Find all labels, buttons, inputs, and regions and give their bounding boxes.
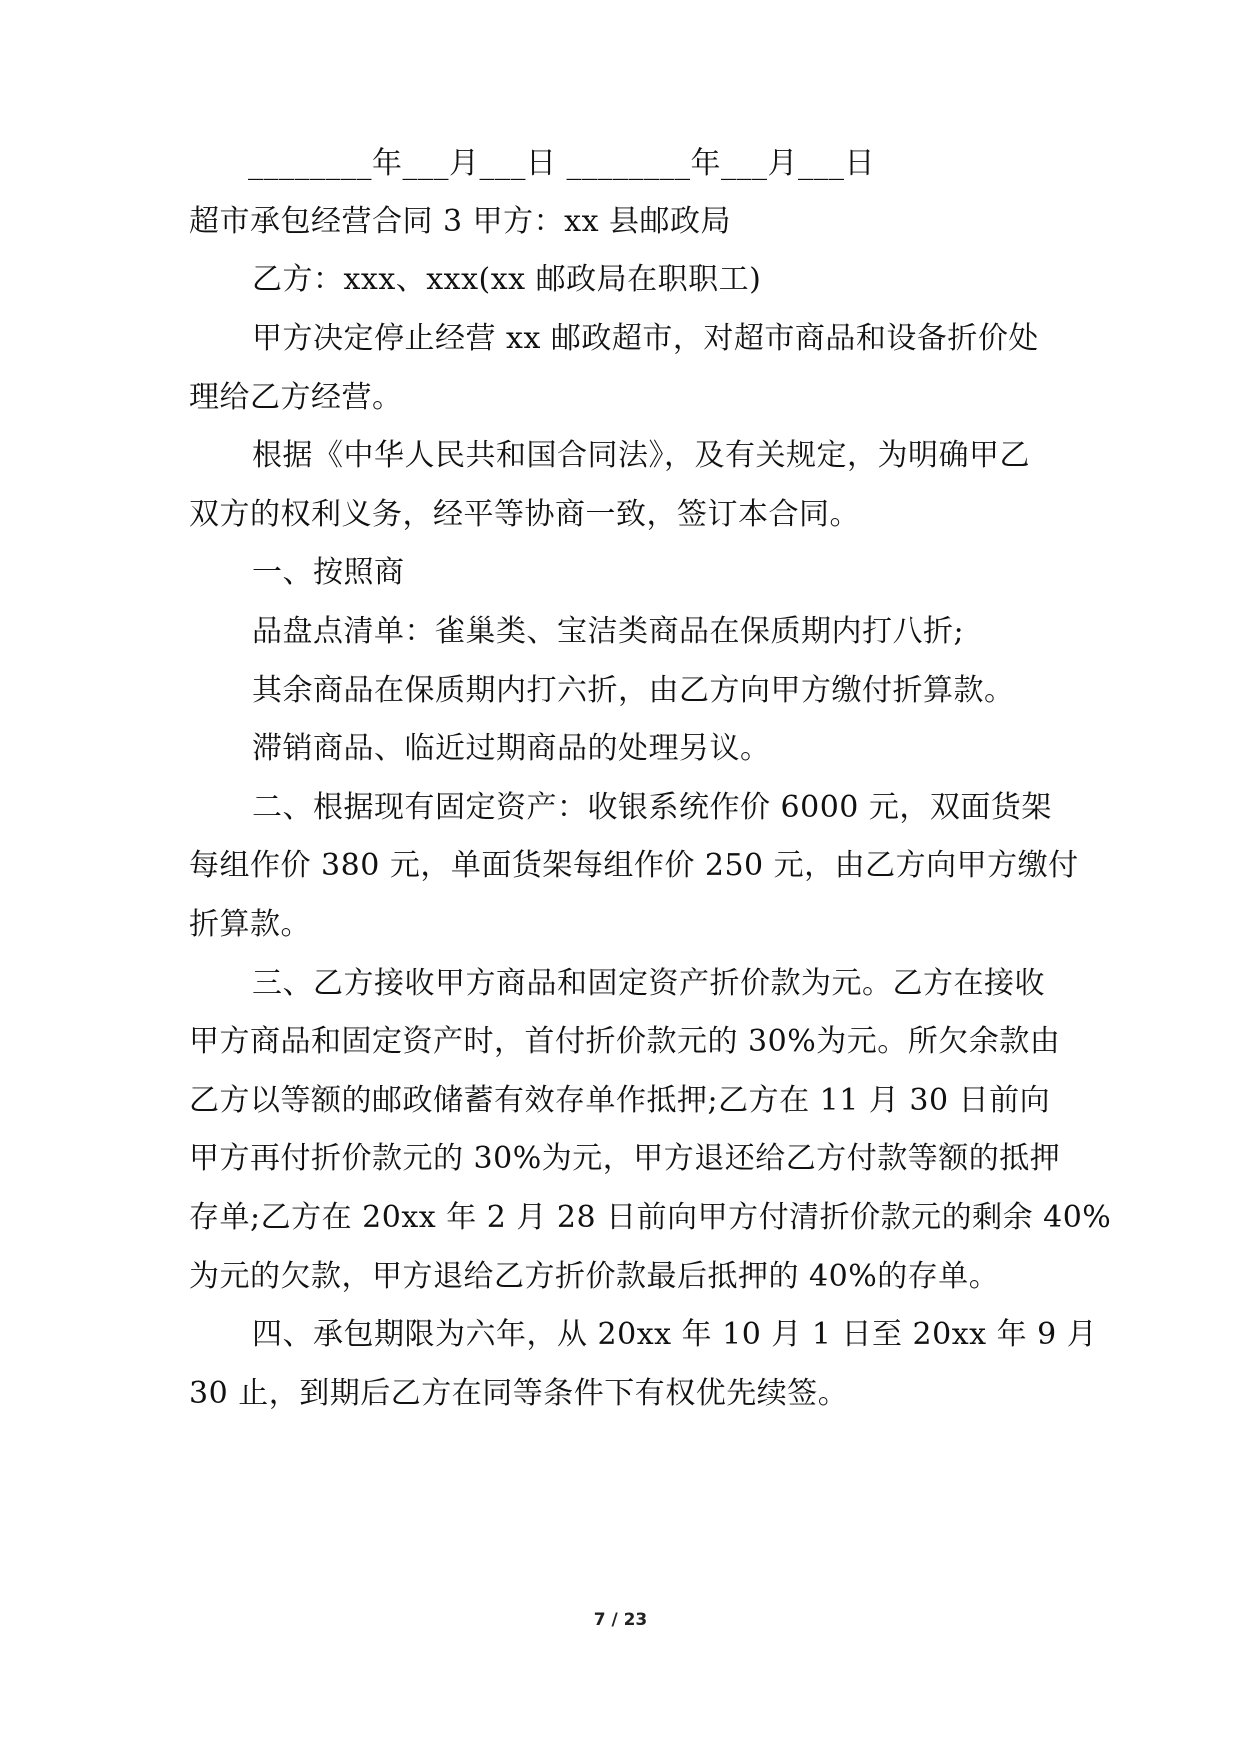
paragraph-line: 乙方以等额的邮政储蓄有效存单作抵押;乙方在 11 月 30 日前向: [189, 1083, 1051, 1118]
paragraph-line: 30 止，到期后乙方在同等条件下有权优先续签。: [189, 1376, 849, 1411]
paragraph-line: 折算款。: [189, 907, 311, 942]
paragraph-line: 根据《中华人民共和国合同法》，及有关规定，为明确甲乙: [252, 438, 1030, 473]
paragraph-line: 甲方再付折价款元的 30%为元，甲方退还给乙方付款等额的抵押: [189, 1141, 1061, 1176]
clause-heading-line: 一、按照商: [252, 555, 405, 590]
paragraph-line: 双方的权利义务，经平等协商一致，签订本合同。: [189, 497, 860, 532]
paragraph-line: 每组作价 380 元，单面货架每组作价 250 元，由乙方向甲方缴付: [189, 848, 1079, 883]
paragraph-line: 理给乙方经营。: [189, 380, 403, 415]
paragraph-line: 甲方商品和固定资产时，首付折价款元的 30%为元。所欠余款由: [189, 1024, 1061, 1059]
paragraph-line: 三、乙方接收甲方商品和固定资产折价款为元。乙方在接收: [252, 966, 1045, 1001]
party-b-line: 乙方：xxx、xxx(xx 邮政局在职职工): [252, 262, 762, 297]
page-number: 7 / 23: [593, 1610, 648, 1630]
paragraph-line: 滞销商品、临近过期商品的处理另议。: [252, 731, 771, 766]
paragraph-line: 为元的欠款，甲方退给乙方折价款最后抵押的 40%的存单。: [189, 1259, 1000, 1294]
signature-date-line: ________年___月___日 ________年___月___日: [248, 146, 876, 181]
contract-title-line: 超市承包经营合同 3 甲方：xx 县邮政局: [189, 204, 732, 239]
paragraph-line: 存单;乙方在 20xx 年 2 月 28 日前向甲方付清折价款元的剩余 40%: [189, 1200, 1112, 1235]
paragraph-line: 品盘点清单：雀巢类、宝洁类商品在保质期内打八折;: [252, 614, 965, 649]
paragraph-line: 四、承包期限为六年，从 20xx 年 10 月 1 日至 20xx 年 9 月: [252, 1317, 1098, 1352]
paragraph-line: 二、根据现有固定资产：收银系统作价 6000 元，双面货架: [252, 790, 1052, 825]
paragraph-line: 甲方决定停止经营 xx 邮政超市，对超市商品和设备折价处: [252, 321, 1039, 356]
paragraph-line: 其余商品在保质期内打六折，由乙方向甲方缴付折算款。: [252, 673, 1015, 708]
